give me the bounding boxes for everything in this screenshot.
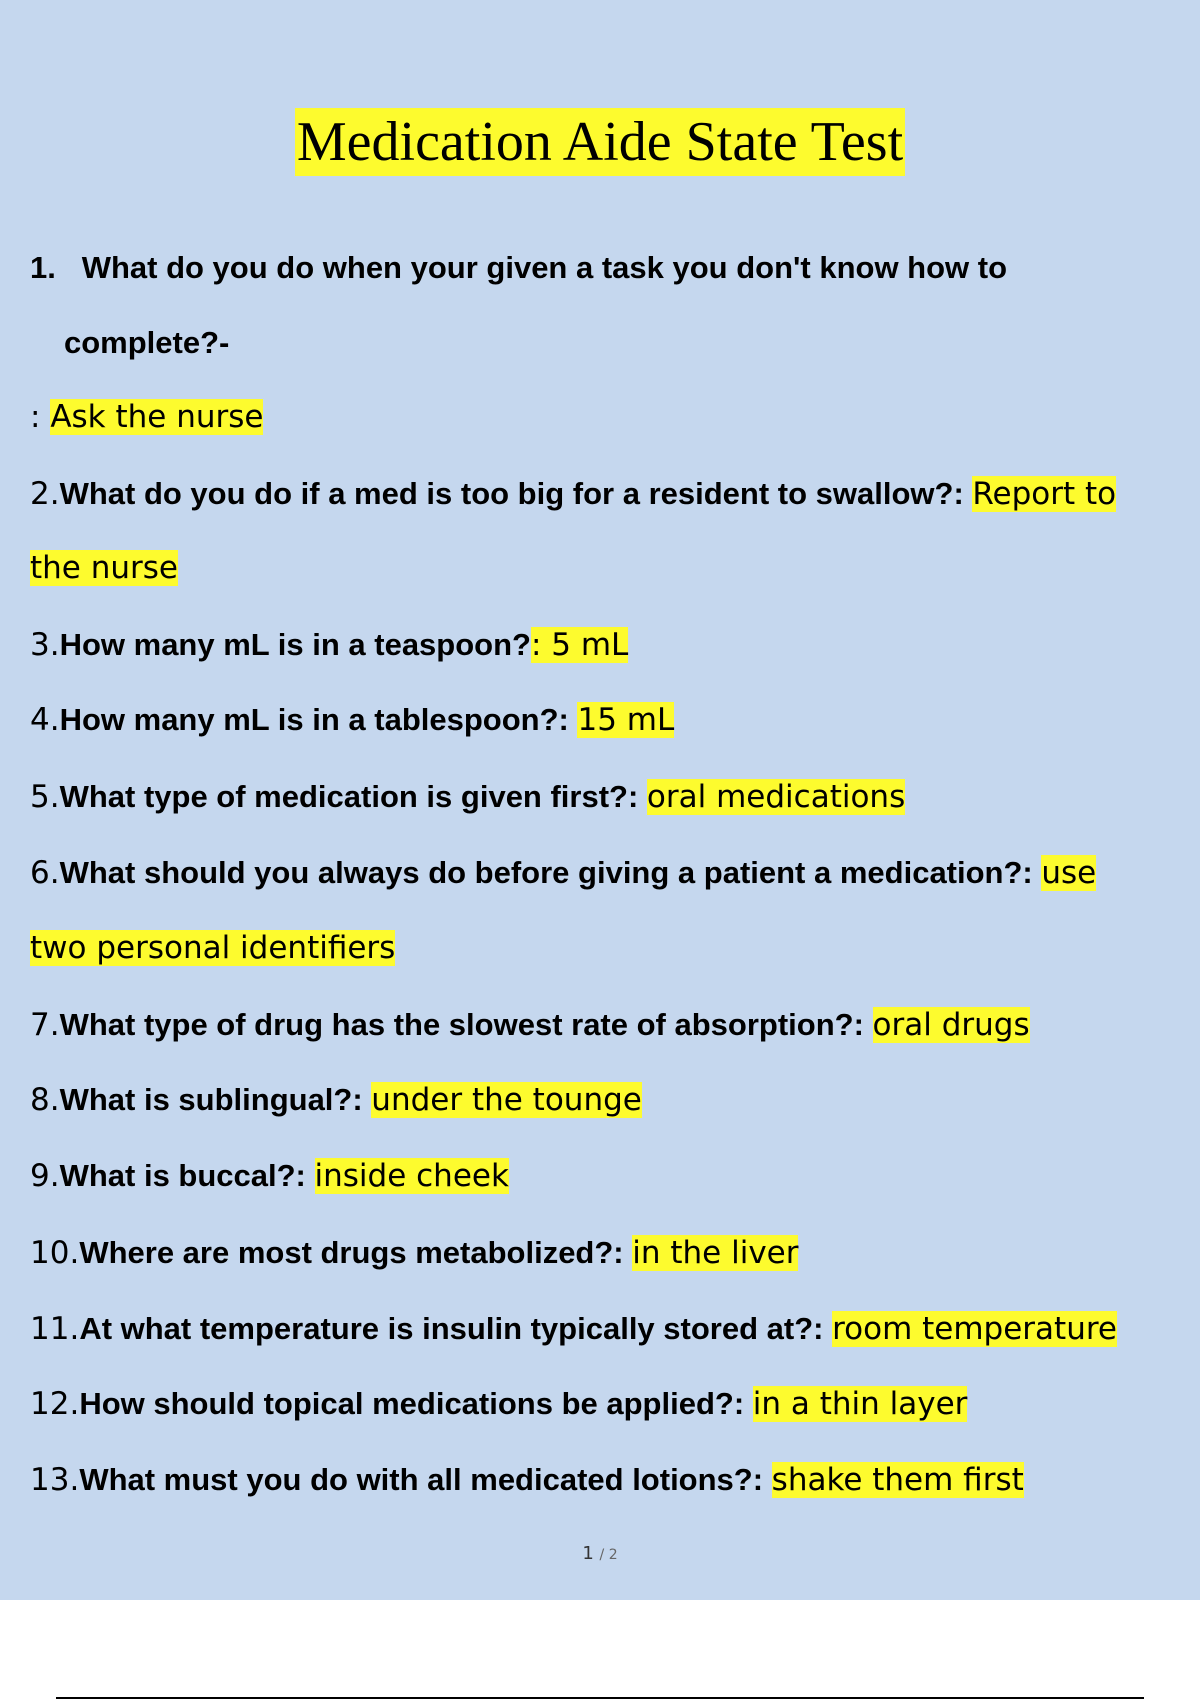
answer-9: inside cheek (314, 1158, 509, 1194)
answer-3: : 5 mL (530, 627, 629, 663)
question-9-text: What is buccal?: (59, 1158, 315, 1193)
question-1-line1 (30, 247, 1007, 289)
question-1-text-line2: complete?- (64, 325, 230, 360)
answer-7: oral drugs (872, 1007, 1030, 1043)
question-3-text: How many mL is in a teaspoon? (59, 627, 531, 662)
question-10-text: Where are most drugs metabolized?: (79, 1235, 633, 1270)
question-11 (30, 1308, 1117, 1350)
question-12-text: How should topical medications be applied?: (79, 1386, 753, 1421)
question-2-line1 (30, 473, 1116, 515)
question-10 (30, 1232, 798, 1274)
answer-1: Ask the nurse (50, 399, 264, 435)
question-9 (30, 1155, 509, 1197)
answer-12: in a thin layer (752, 1386, 968, 1422)
question-6-number: 6. (30, 855, 60, 891)
document-title-wrap (0, 108, 1200, 176)
question-3 (30, 624, 628, 666)
question-12-number: 12. (30, 1386, 80, 1422)
page-total: / 2 (599, 1547, 618, 1563)
question-2-text: What do you do if a med is too big for a resident to swallow?: (59, 476, 973, 511)
question-6-line1 (30, 852, 1096, 894)
question-9-number: 9. (30, 1158, 60, 1194)
question-13-number: 13. (30, 1462, 80, 1498)
question-10-number: 10. (30, 1235, 80, 1271)
answer-6-part2: two personal identifiers (30, 930, 396, 966)
question-7-text: What type of drug has the slowest rate of absorption?: (59, 1007, 873, 1042)
question-5-number: 5. (30, 779, 60, 815)
question-12 (30, 1383, 967, 1425)
question-7-number: 7. (30, 1007, 60, 1043)
question-1-number: 1. (30, 250, 56, 285)
question-1-line2 (64, 322, 229, 364)
page-current: 1 (582, 1543, 594, 1564)
question-5-text: What type of medication is given first?: (59, 779, 647, 814)
question-7 (30, 1004, 1030, 1046)
answer-4: 15 mL (577, 702, 675, 738)
answer-1-prefix: : (30, 399, 51, 435)
question-4-number: 4. (30, 702, 60, 738)
question-2-line2 (30, 547, 178, 589)
page-indicator (0, 1543, 1200, 1564)
document-title: Medication Aide State Test (295, 108, 905, 176)
answer-5: oral medications (646, 779, 906, 815)
answer-13: shake them first (771, 1462, 1024, 1498)
question-8 (30, 1079, 642, 1121)
question-6-text: What should you always do before giving a patient a medication?: (59, 855, 1042, 890)
question-8-text: What is sublingual?: (59, 1082, 372, 1117)
question-4 (30, 699, 674, 741)
answer-8: under the tounge (371, 1082, 642, 1118)
answer-2-part1: Report to (972, 476, 1117, 512)
answer-11: room temperature (832, 1311, 1117, 1347)
question-5 (30, 776, 905, 818)
question-2-number: 2. (30, 476, 60, 512)
question-1-text-line1: What do you do when your given a task you don't know how to (81, 250, 1008, 285)
answer-10: in the liver (632, 1235, 799, 1271)
answer-1-line (30, 396, 263, 438)
question-3-number: 3. (30, 627, 60, 663)
question-13 (30, 1459, 1024, 1501)
question-6-line2 (30, 927, 395, 969)
question-13-text: What must you do with all medicated lotions?: (79, 1462, 772, 1497)
answer-6-part1: use (1041, 855, 1097, 891)
question-8-number: 8. (30, 1082, 60, 1118)
question-11-number: 11. (30, 1311, 80, 1347)
question-4-text: How many mL is in a tablespoon?: (59, 702, 578, 737)
page-divider (56, 1697, 1144, 1699)
question-11-text: At what temperature is insulin typically stored at?: (79, 1311, 833, 1346)
answer-2-part2: the nurse (30, 550, 178, 586)
